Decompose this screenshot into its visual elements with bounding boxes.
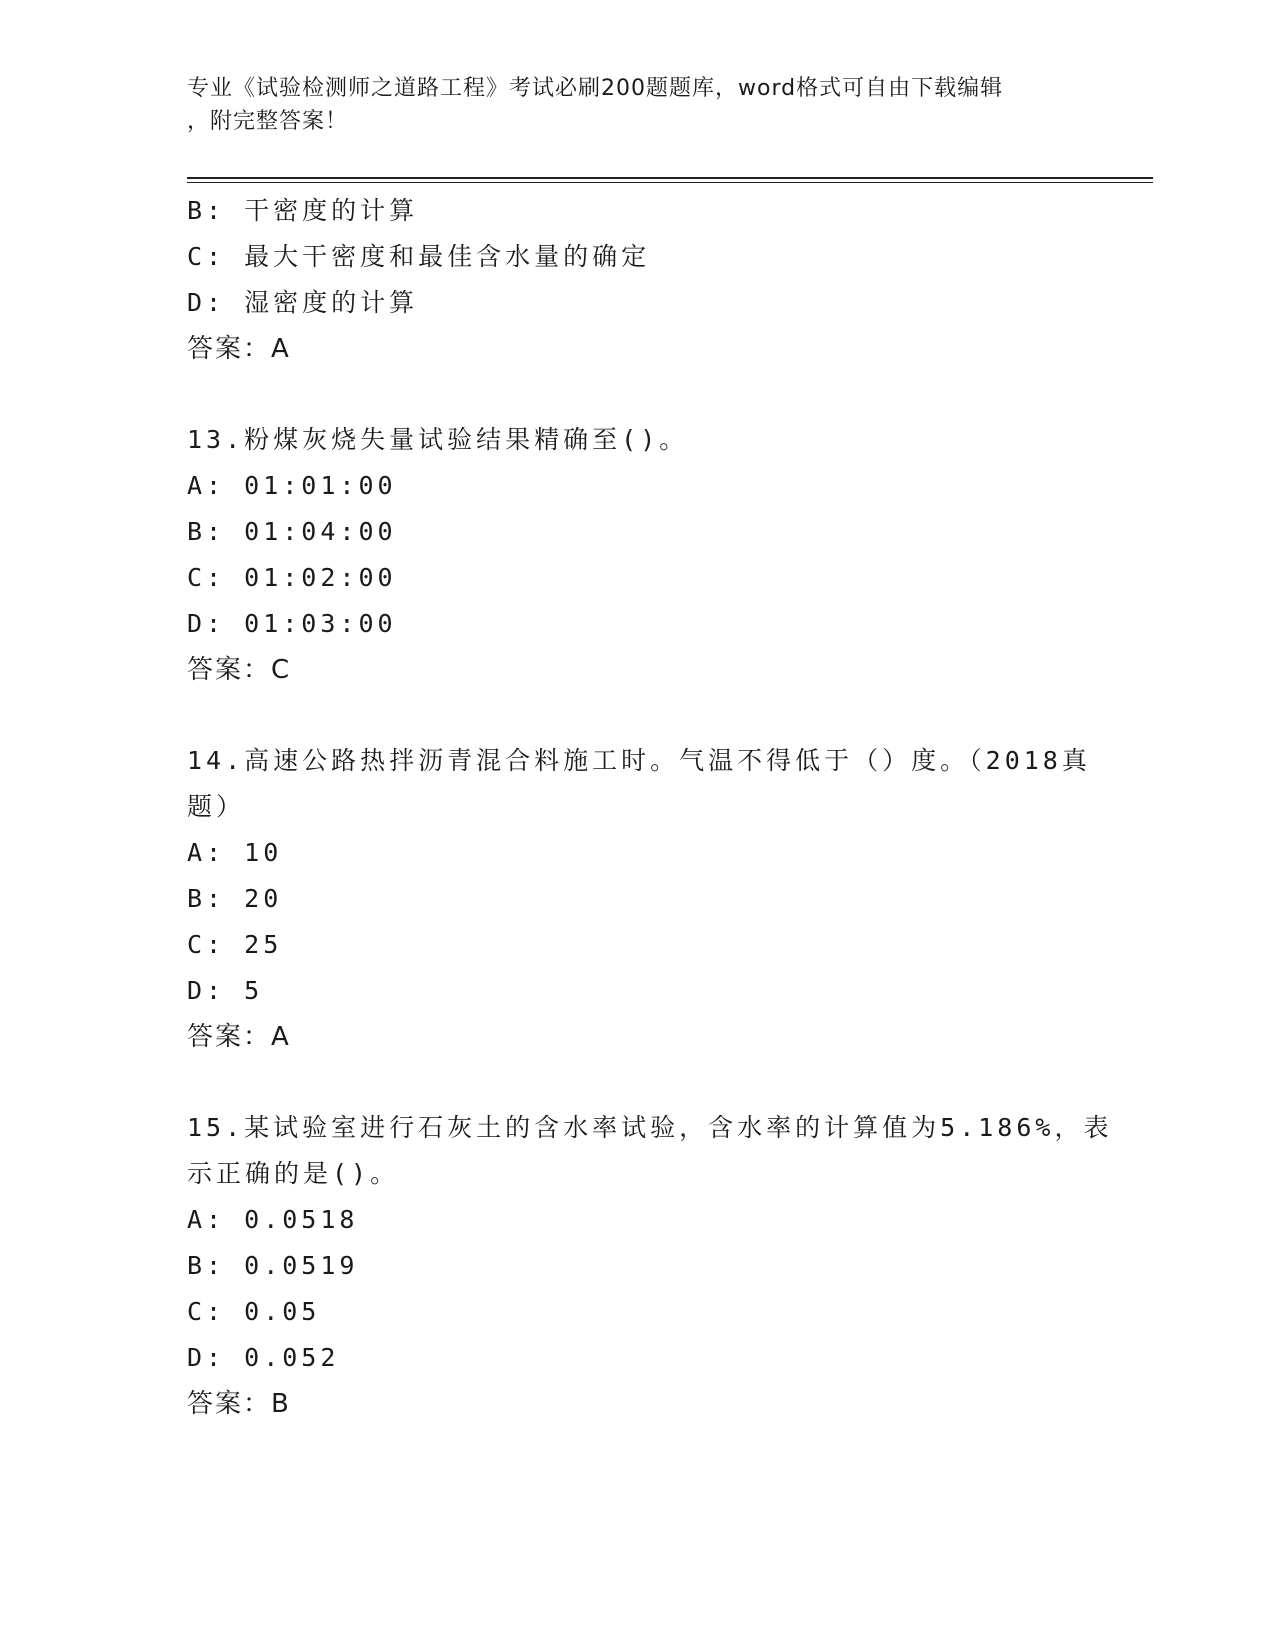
header-line-1: 专业《试验检测师之道路工程》考试必刷200题题库，word格式可自由下载编辑 — [187, 76, 1004, 101]
option-b: B: 0.0519 — [187, 1251, 359, 1280]
option-b: B: 20 — [187, 884, 283, 913]
answer: 答案：B — [187, 1389, 291, 1419]
option-b: B: 干密度的计算 — [187, 196, 419, 225]
option-c: C: 01:02:00 — [187, 563, 397, 592]
option-a: A: 10 — [187, 838, 283, 867]
question-14 — [187, 738, 1091, 1060]
answer: 答案：A — [187, 1022, 291, 1052]
question-text: 13.粉煤灰烧失量试验结果精确至()。 — [187, 425, 689, 454]
question-12 — [187, 188, 1087, 372]
question-text-line-1: 14.高速公路热拌沥青混合料施工时。气温不得低于（）度。（2018真 — [187, 746, 1091, 775]
question-list — [187, 188, 1113, 1427]
option-d: D: 0.052 — [187, 1343, 340, 1372]
option-a: A: 0.0518 — [187, 1205, 359, 1234]
question-13 — [187, 417, 1087, 693]
question-text-line-2: 示正确的是()。 — [187, 1159, 400, 1188]
answer: 答案：A — [187, 334, 291, 364]
option-b: B: 01:04:00 — [187, 517, 397, 546]
answer: 答案：C — [187, 655, 292, 685]
question-text-line-1: 15.某试验室进行石灰土的含水率试验，含水率的计算值为5.186%，表 — [187, 1113, 1113, 1142]
header-line-2: ，附完整答案！ — [187, 109, 349, 134]
header-divider — [187, 177, 1153, 179]
header-divider-thin — [187, 182, 1153, 183]
option-d: D: 5 — [187, 976, 264, 1005]
question-15 — [187, 1105, 1113, 1427]
option-d: D: 01:03:00 — [187, 609, 397, 638]
option-a: A: 01:01:00 — [187, 471, 397, 500]
option-d: D: 湿密度的计算 — [187, 288, 419, 317]
option-c: C: 25 — [187, 930, 283, 959]
option-c: C: 最大干密度和最佳含水量的确定 — [187, 242, 651, 271]
question-text-line-2: 题） — [187, 792, 246, 821]
document-header — [187, 72, 1087, 138]
option-c: C: 0.05 — [187, 1297, 321, 1326]
